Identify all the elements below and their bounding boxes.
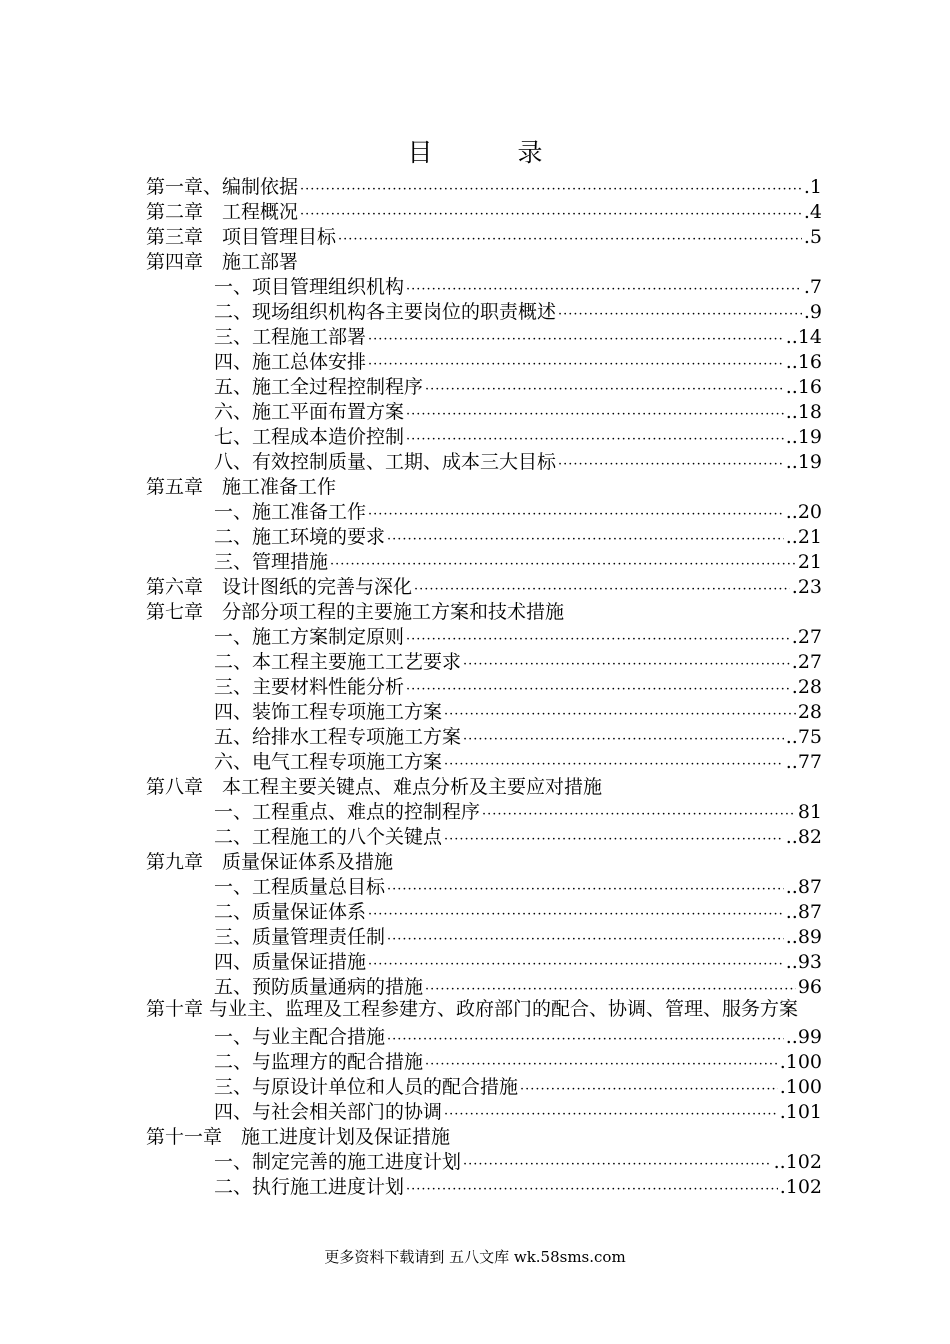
toc-page-number: 21 xyxy=(797,551,822,573)
toc-leader-dots xyxy=(406,282,802,297)
toc-entry[interactable] xyxy=(146,472,822,497)
toc-entry-label: 第六章 设计图纸的完善与深化 xyxy=(146,576,413,598)
toc-leader-dots xyxy=(425,382,784,397)
toc-leader-dots xyxy=(338,232,802,247)
toc-page-number: .9 xyxy=(803,301,822,323)
toc-page-number: ..89 xyxy=(785,926,822,948)
toc-entry[interactable] xyxy=(146,547,822,572)
table-of-contents xyxy=(146,172,822,1197)
toc-entry[interactable] xyxy=(146,772,822,797)
toc-page-number: 28 xyxy=(797,701,822,723)
toc-entry[interactable] xyxy=(146,272,822,297)
toc-entry[interactable] xyxy=(146,1022,822,1047)
toc-page-number: ..14 xyxy=(785,326,822,348)
toc-page-number: .7 xyxy=(803,276,822,298)
toc-entry-label: 三、与原设计单位和人员的配合措施 xyxy=(214,1076,519,1098)
toc-entry[interactable] xyxy=(146,372,822,397)
toc-entry[interactable] xyxy=(146,997,822,1022)
toc-entry[interactable] xyxy=(146,447,822,472)
toc-entry-label: 三、质量管理责任制 xyxy=(214,926,386,948)
toc-leader-dots xyxy=(444,707,796,722)
toc-entry-label: 第五章 施工准备工作 xyxy=(146,476,337,498)
toc-leader-dots xyxy=(558,457,784,472)
toc-leader-dots xyxy=(406,407,784,422)
toc-leader-dots xyxy=(387,882,784,897)
toc-entry-label: 一、项目管理组织机构 xyxy=(214,276,405,298)
toc-page-number: .100 xyxy=(779,1051,822,1073)
toc-page-number: ..75 xyxy=(785,726,822,748)
toc-entry-label: 二、施工环境的要求 xyxy=(214,526,386,548)
toc-page-number: ..16 xyxy=(785,351,822,373)
toc-entry-label: 一、施工准备工作 xyxy=(214,501,367,523)
toc-leader-dots xyxy=(300,207,802,222)
toc-leader-dots xyxy=(520,1082,778,1097)
toc-entry[interactable] xyxy=(146,1047,822,1072)
toc-page-number: 96 xyxy=(797,976,822,998)
toc-entry[interactable] xyxy=(146,247,822,272)
toc-entry-label: 二、与监理方的配合措施 xyxy=(214,1051,424,1073)
toc-page-number: .27 xyxy=(791,626,822,648)
toc-entry[interactable] xyxy=(146,922,822,947)
toc-page-number: .100 xyxy=(779,1076,822,1098)
toc-page-number: ..20 xyxy=(785,501,822,523)
toc-page-number: ..16 xyxy=(785,376,822,398)
toc-entry[interactable] xyxy=(146,697,822,722)
toc-entry-label: 一、工程重点、难点的控制程序 xyxy=(214,801,481,823)
toc-page-number: ..18 xyxy=(785,401,822,423)
toc-page-number: .23 xyxy=(791,576,822,598)
toc-entry-label: 五、施工全过程控制程序 xyxy=(214,376,424,398)
toc-entry-label: 三、主要材料性能分析 xyxy=(214,676,405,698)
toc-page-number: .102 xyxy=(779,1176,822,1198)
toc-entry[interactable] xyxy=(146,947,822,972)
toc-entry[interactable] xyxy=(146,897,822,922)
toc-entry-label: 一、制定完善的施工进度计划 xyxy=(214,1151,462,1173)
toc-entry[interactable] xyxy=(146,972,822,997)
toc-leader-dots xyxy=(406,632,790,647)
toc-entry-label: 二、质量保证体系 xyxy=(214,901,367,923)
toc-entry-label: 第一章、编制依据 xyxy=(146,176,299,198)
toc-entry-label: 第九章 质量保证体系及措施 xyxy=(146,851,394,873)
toc-entry-label: 一、施工方案制定原则 xyxy=(214,626,405,648)
page-title: 目 录 xyxy=(407,138,573,167)
toc-entry[interactable] xyxy=(146,847,822,872)
toc-entry-label: 三、工程施工部署 xyxy=(214,326,367,348)
toc-page-number: .4 xyxy=(803,201,822,223)
toc-page-number: .28 xyxy=(791,676,822,698)
toc-page-number: .1 xyxy=(803,176,822,198)
toc-page-number: ..99 xyxy=(785,1026,822,1048)
toc-entry[interactable] xyxy=(146,422,822,447)
toc-leader-dots xyxy=(387,532,784,547)
toc-entry-label: 五、给排水工程专项施工方案 xyxy=(214,726,462,748)
toc-entry-label: 四、装饰工程专项施工方案 xyxy=(214,701,443,723)
toc-page-number: ..93 xyxy=(785,951,822,973)
toc-leader-dots xyxy=(368,957,784,972)
toc-leader-dots xyxy=(368,357,784,372)
toc-leader-dots xyxy=(406,682,790,697)
toc-entry-label: 第四章 施工部署 xyxy=(146,251,299,273)
toc-leader-dots xyxy=(406,432,784,447)
toc-entry[interactable] xyxy=(146,597,822,622)
toc-entry[interactable] xyxy=(146,522,822,547)
toc-entry-label: 四、质量保证措施 xyxy=(214,951,367,973)
toc-entry-label: 六、电气工程专项施工方案 xyxy=(214,751,443,773)
toc-page-number: ..77 xyxy=(785,751,822,773)
toc-entry[interactable] xyxy=(146,797,822,822)
toc-entry[interactable] xyxy=(146,1172,822,1197)
toc-entry[interactable] xyxy=(146,1122,822,1147)
toc-entry[interactable] xyxy=(146,497,822,522)
toc-page-number: ..87 xyxy=(785,876,822,898)
toc-leader-dots xyxy=(444,757,784,772)
toc-entry[interactable] xyxy=(146,397,822,422)
toc-entry[interactable] xyxy=(146,572,822,597)
toc-entry-label: 六、施工平面布置方案 xyxy=(214,401,405,423)
toc-leader-dots xyxy=(414,582,790,597)
toc-page-number: ..21 xyxy=(785,526,822,548)
toc-entry-label: 三、管理措施 xyxy=(214,551,329,573)
toc-leader-dots xyxy=(406,1182,778,1197)
toc-leader-dots xyxy=(558,307,802,322)
toc-leader-dots xyxy=(368,332,784,347)
toc-entry[interactable] xyxy=(146,322,822,347)
toc-leader-dots xyxy=(300,182,802,197)
toc-entry[interactable] xyxy=(146,172,822,197)
toc-entry-label: 八、有效控制质量、工期、成本三大目标 xyxy=(214,451,557,473)
toc-entry-label: 第七章 分部分项工程的主要施工方案和技术措施 xyxy=(146,601,565,623)
toc-entry[interactable] xyxy=(146,1072,822,1097)
toc-entry[interactable] xyxy=(146,1097,822,1122)
toc-leader-dots xyxy=(463,1157,772,1172)
toc-entry[interactable] xyxy=(146,222,822,247)
toc-entry-label: 四、与社会相关部门的协调 xyxy=(214,1101,443,1123)
toc-entry[interactable] xyxy=(146,747,822,772)
toc-page-number: ..19 xyxy=(785,451,822,473)
toc-entry-label: 第二章 工程概况 xyxy=(146,201,299,223)
toc-leader-dots xyxy=(425,1057,778,1072)
toc-entry[interactable] xyxy=(146,297,822,322)
toc-entry[interactable] xyxy=(146,1147,822,1172)
toc-leader-dots xyxy=(463,732,784,747)
toc-page-number: 81 xyxy=(797,801,822,823)
toc-page-number: ..87 xyxy=(785,901,822,923)
toc-leader-dots xyxy=(330,557,796,572)
toc-entry-label: 七、工程成本造价控制 xyxy=(214,426,405,448)
toc-entry-label: 第十章 与业主、监理及工程参建方、政府部门的配合、协调、管理、服务方案 xyxy=(146,998,799,1020)
toc-page-number: .5 xyxy=(803,226,822,248)
toc-entry-label: 第十一章 施工进度计划及保证措施 xyxy=(146,1126,451,1148)
toc-leader-dots xyxy=(368,907,784,922)
toc-entry-label: 第八章 本工程主要关键点、难点分析及主要应对措施 xyxy=(146,776,603,798)
toc-leader-dots xyxy=(368,507,784,522)
toc-entry-label: 五、预防质量通病的措施 xyxy=(214,976,424,998)
toc-entry[interactable] xyxy=(146,197,822,222)
toc-leader-dots xyxy=(463,657,790,672)
toc-entry-label: 一、与业主配合措施 xyxy=(214,1026,386,1048)
toc-entry-label: 二、本工程主要施工工艺要求 xyxy=(214,651,462,673)
toc-entry[interactable] xyxy=(146,622,822,647)
toc-entry-label: 二、执行施工进度计划 xyxy=(214,1176,405,1198)
toc-entry-label: 四、施工总体安排 xyxy=(214,351,367,373)
toc-entry[interactable] xyxy=(146,822,822,847)
toc-leader-dots xyxy=(387,932,784,947)
toc-page-number: ..82 xyxy=(785,826,822,848)
toc-leader-dots xyxy=(444,1107,778,1122)
toc-entry-label: 二、工程施工的八个关键点 xyxy=(214,826,443,848)
toc-entry-label: 第三章 项目管理目标 xyxy=(146,226,337,248)
toc-entry[interactable] xyxy=(146,872,822,897)
toc-page-number: .101 xyxy=(779,1101,822,1123)
toc-page-number: .27 xyxy=(791,651,822,673)
toc-entry-label: 一、工程质量总目标 xyxy=(214,876,386,898)
toc-entry[interactable] xyxy=(146,722,822,747)
toc-page-number: ..102 xyxy=(773,1151,822,1173)
toc-leader-dots xyxy=(387,1032,784,1047)
toc-page-number: ..19 xyxy=(785,426,822,448)
toc-entry[interactable] xyxy=(146,672,822,697)
toc-entry[interactable] xyxy=(146,347,822,372)
toc-leader-dots xyxy=(425,982,796,997)
toc-entry-label: 二、现场组织机构各主要岗位的职责概述 xyxy=(214,301,557,323)
toc-leader-dots xyxy=(444,832,784,847)
toc-leader-dots xyxy=(482,807,796,822)
toc-entry[interactable] xyxy=(146,647,822,672)
footer-text: 更多资料下载请到 五八文库 wk.58sms.com xyxy=(324,1248,626,1266)
